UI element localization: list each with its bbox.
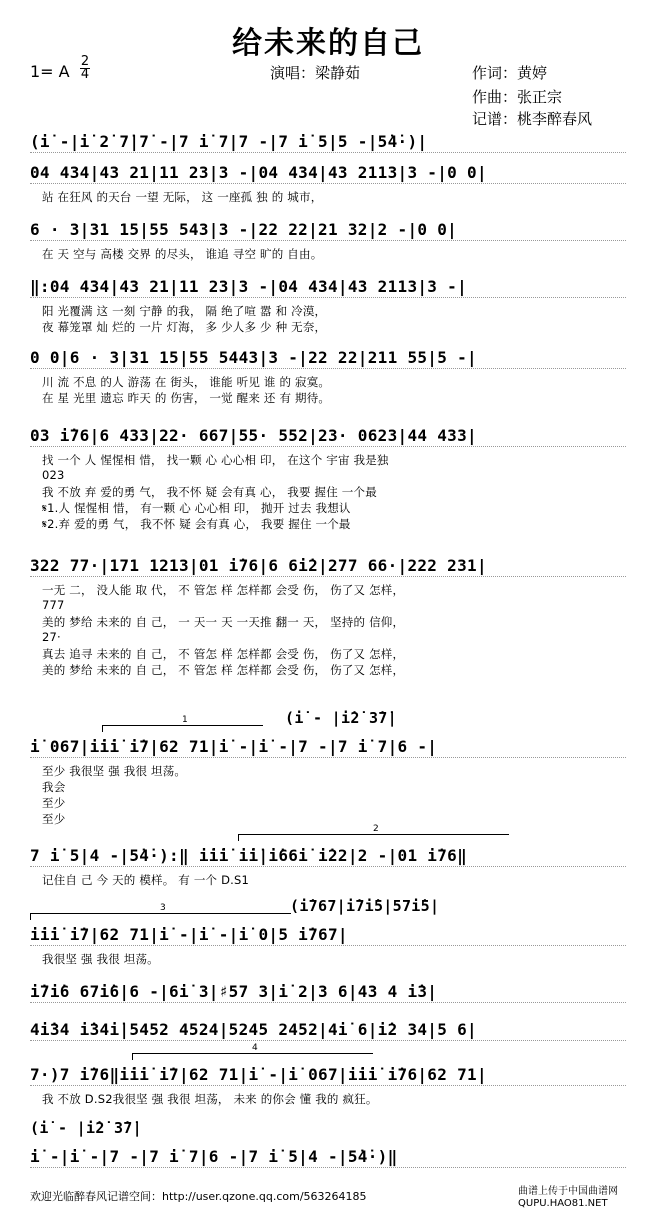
beam-guide (30, 1040, 626, 1041)
beam-guide (30, 866, 626, 867)
lyric-line: 站 在狂风 的天台 一望 无际， 这 一座孤 独 的 城市， (42, 190, 323, 204)
lyric-line: 美的 梦给 未来的 自 己， 一 天一 天 一天推 翻一 天， 坚持的 信仰， (42, 615, 405, 629)
watermark-line-2: QUPU.HAO81.NET (518, 1198, 608, 1209)
lyric-line: 777 (42, 598, 65, 612)
beam-guide (30, 1002, 626, 1003)
lyric-line: 至少 (42, 812, 66, 826)
composer-credit: 作曲：张正宗 (472, 88, 563, 106)
watermark-line-1: 曲谱上传于中国曲谱网 (518, 1186, 618, 1197)
notation-line: 322 77·|171 1213|01 i̇76|6 6i̇2|277 66·|222 231| (30, 556, 487, 575)
lyric-line: 𝄋2.弃 爱的勇 气， 我不怀 疑 会有真 心， 我要 握住 一个最 (42, 517, 351, 531)
time-signature (80, 56, 90, 81)
lyric-line: 真去 追寻 未来的 自 己， 不 管怎 样 怎样都 会受 伤， 伤了又 怎样， (42, 647, 405, 661)
beam-guide (30, 945, 626, 946)
notation-line: 7·)7 i̇76‖i̇i̇i̇ i̇7|62 71|i̇ -|i̇ 067|i̇i̇i̇ i̇76|62 71| (30, 1065, 487, 1084)
lyric-line: 我很坚 强 我很 坦荡。 (42, 952, 159, 966)
notation-line: 6 · 3|31 15|55 543|3 -|22 22|21 32|2 -|0 0| (30, 220, 458, 239)
lyric-line: 阳 光覆满 这 一刻 宁静 的我， 隔 绝了喧 嚣 和 冷漠， (42, 304, 327, 318)
notation-line: i̇7i̇6 67i̇6|6 -|6i̇ 3|♯57 3|i̇ 2|3 6|43 4 i̇3| (30, 982, 438, 1001)
beam-guide (30, 757, 626, 758)
volta-number: 2 (373, 824, 379, 834)
volta-number: 1 (182, 715, 188, 725)
lyric-line: 至少 (42, 796, 66, 810)
beam-guide (30, 1167, 626, 1168)
time-signature-bottom: 4 (80, 67, 90, 82)
lyric-line: 在 天 空与 高楼 交界 的尽头， 谁追 寻空 旷的 自由。 (42, 247, 323, 261)
beam-guide (30, 446, 626, 447)
lyric-line: 在 星 光里 遗忘 昨天 的 伤害， 一觉 醒来 还 有 期待。 (42, 391, 331, 405)
staff-intro-line: (i̇767|i̇7i̇5|57i̇5| (290, 897, 440, 915)
volta-number: 4 (252, 1043, 258, 1053)
volta-bracket (102, 725, 263, 732)
lyric-line: 找 一个 人 惺惺相 惜， 找一颗 心 心心相 印， 在这个 宇宙 我是独 (42, 453, 389, 467)
lyric-line: 我 不放 D.S2我很坚 强 我很 坦荡， 未来 的你会 懂 我的 疯狂。 (42, 1092, 378, 1106)
notation-line: i̇i̇i̇ i̇7|62 71|i̇ -|i̇ -|i̇ 0|5 i̇767| (30, 925, 348, 944)
lyric-line: 记住自 己 今 天的 模样。 有 一个 D.S1 (42, 873, 250, 887)
beam-guide (30, 152, 626, 153)
lyric-line: 一无 二， 没人能 取 代， 不 管怎 样 怎样都 会受 伤， 伤了又 怎样， (42, 583, 405, 597)
beam-guide (30, 297, 626, 298)
footer-watermark (518, 1186, 618, 1210)
staff-intro-line: (i̇ - |i̇2̇ 3̇7̇| (285, 709, 397, 727)
volta-bracket (132, 1053, 373, 1060)
staff-intro-line: (i̇ - |i̇2̇ 3̇7̇| (30, 1119, 142, 1137)
notation-line: 04 434|43 21|11 23|3 -|04 434|43 2113|3 -|0 0| (30, 163, 487, 182)
beam-guide (30, 576, 626, 577)
volta-bracket (30, 913, 291, 920)
lyric-line: 𝄋1.人 惺惺相 惜， 有一颗 心 心心相 印， 抛开 过去 我想认 (42, 501, 351, 515)
lyric-line: 27· (42, 630, 61, 644)
beam-guide (30, 183, 626, 184)
notation-line: ‖:04 434|43 21|11 23|3 -|04 434|43 2113|3 -| (30, 277, 468, 296)
notation-line: 7 i̇ 5|4 -|5̇4̇·):‖ i̇i̇i̇ i̇i̇|i̇66i̇ i̇22|2 -|01 i̇76‖ (30, 846, 468, 865)
volta-number: 3 (160, 903, 166, 913)
lyric-line: 夜 幕笼罩 灿 烂的 一片 灯海， 多 少人多 少 种 无奈， (42, 320, 327, 334)
volta-bracket (238, 834, 509, 841)
notation-line: i̇ 067|i̇i̇i̇ i̇7|62 71|i̇ -|i̇ -|7 -|7 i̇ 7|6 -| (30, 737, 438, 756)
lyric-line: 至少 我很坚 强 我很 坦荡。 (42, 764, 187, 778)
transcriber-credit: 记谱：桃李醉春风 (472, 110, 593, 128)
notation-line: 4i̇34 i̇34i̇|5452 4524|5245 2452|4i̇ 6|i̇2 34|5 6| (30, 1020, 477, 1039)
beam-guide (30, 368, 626, 369)
notation-line: (i̇ -|i̇ 2̇ 7̇|7̇ -|7 i̇ 7|7 -|7 i̇ 5|5 -|5̇4̇·)| (30, 132, 428, 151)
notation-line: i̇ -|i̇ -|7 -|7 i̇ 7|6 -|7 i̇ 5|4 -|5̇4̇·)‖ (30, 1147, 398, 1166)
lyric-line: 川 流 不息 的人 游荡 在 街头， 谁能 听见 谁 的 寂寞。 (42, 375, 331, 389)
lyric-line: 我 不放 弃 爱的勇 气， 我不怀 疑 会有真 心， 我要 握住 一个最 (42, 485, 377, 499)
lyric-line: 美的 梦给 未来的 自 己， 不 管怎 样 怎样都 会受 伤， 伤了又 怎样， (42, 663, 405, 677)
song-title: 给未来的自己 (232, 26, 424, 61)
lyric-line: 我会 (42, 780, 66, 794)
beam-guide (30, 240, 626, 241)
notation-line: 03 i̇76|6 433|22· 667|55· 552|23· 0623|44 433| (30, 426, 477, 445)
time-signature-top: 2 (80, 54, 90, 69)
lyricist-credit: 作词：黄婷 (472, 64, 548, 82)
singer-credit: 演唱：梁静茹 (270, 64, 361, 82)
notation-line: 0 0|6 · 3|31 15|55 5443|3 -|22 22|211 55|5 -| (30, 348, 477, 367)
footer-website-text: 欢迎光临醉春风记谱空间：http://user.qzone.qq.com/563264185 (30, 1190, 367, 1203)
lyric-line: 023 (42, 468, 65, 482)
beam-guide (30, 1085, 626, 1086)
key-signature: 1= A (30, 62, 70, 81)
